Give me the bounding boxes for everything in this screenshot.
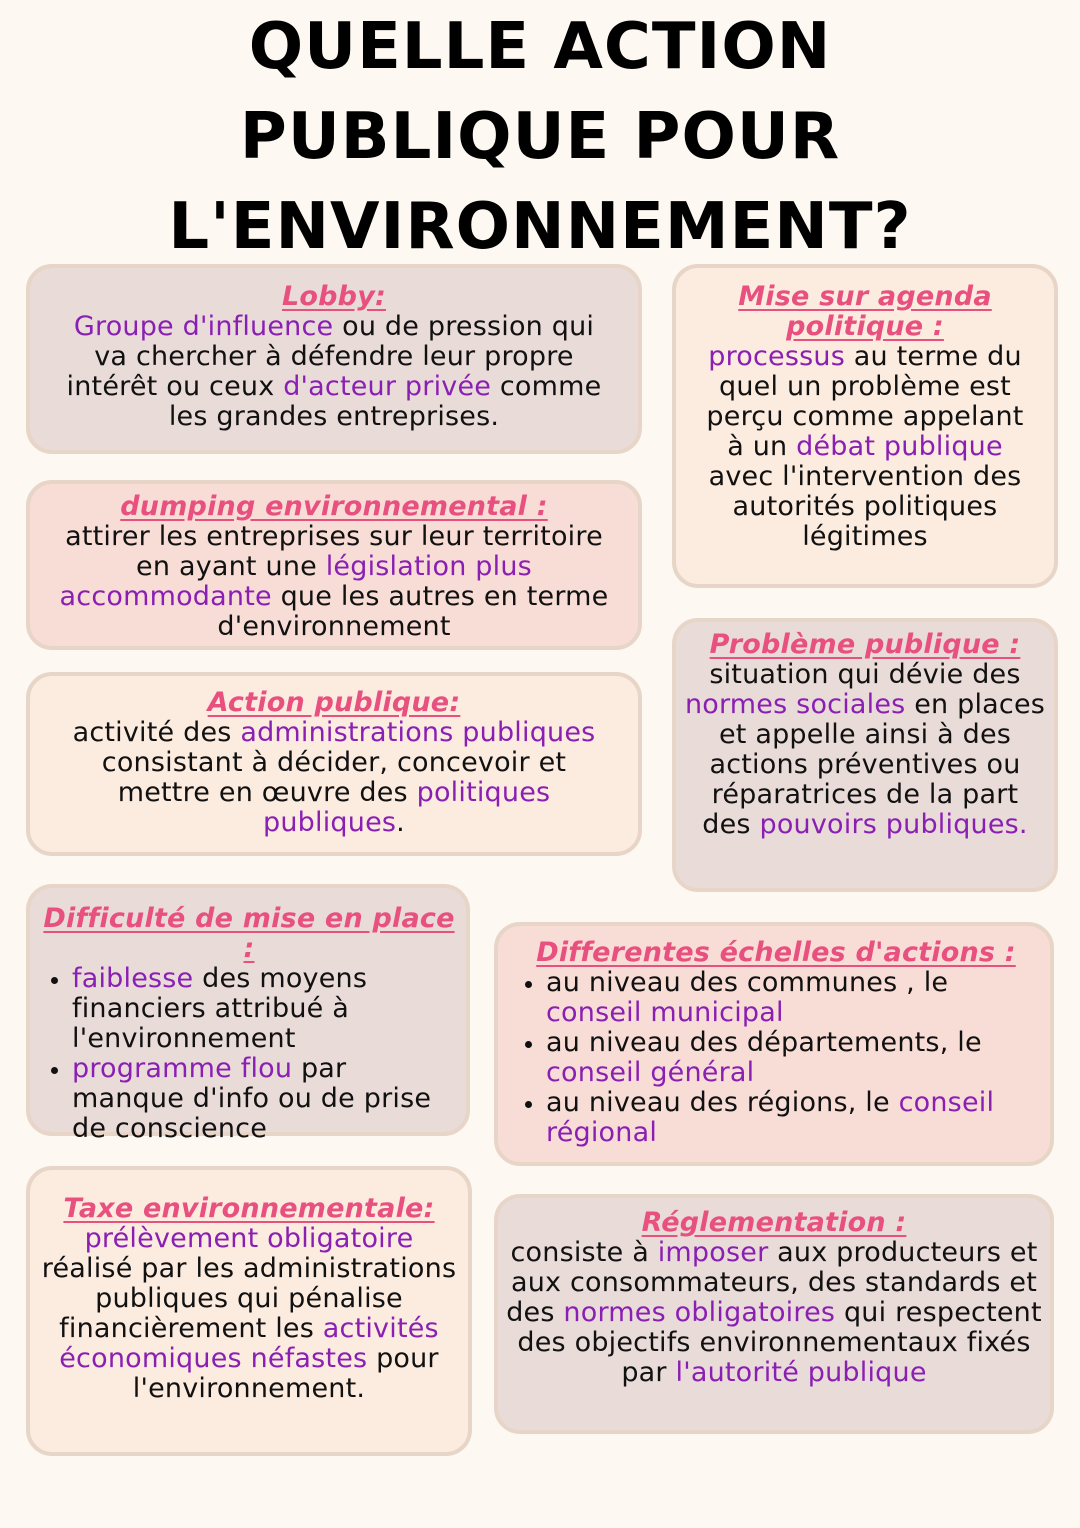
action-text-2: consistant à décider, concevoir et mettre en œuvre des <box>101 747 567 808</box>
list-item <box>72 1054 460 1144</box>
card-agenda <box>672 264 1058 588</box>
taxe-term: Taxe environnementale: <box>63 1193 435 1224</box>
lobby-highlight-2: d'acteur privée <box>283 371 492 402</box>
probleme-term: Problème publique : <box>709 629 1021 660</box>
lobby-term: Lobby: <box>281 281 386 312</box>
difficulte-item-1-text: des moyens financiers attribué à l'environnement <box>72 963 368 1054</box>
list-item <box>546 1028 1040 1088</box>
lobby-highlight-1: Groupe d'influence <box>73 311 334 342</box>
probleme-highlight-1: normes sociales <box>684 689 906 720</box>
card-taxe <box>26 1166 472 1456</box>
agenda-text-1: au terme du quel un problème est perçu comme appelant à un <box>706 341 1024 462</box>
taxe-highlight-2: activités économiques néfastes <box>59 1313 439 1374</box>
reglementation-text-3: qui respectent des objectifs environnementaux fixés par <box>517 1297 1042 1388</box>
echelles-item-3-highlight: conseil régional <box>546 1087 995 1148</box>
echelles-item-1-highlight: conseil municipal <box>546 997 784 1028</box>
echelles-item-2-text: au niveau des départements, le <box>546 1027 982 1058</box>
action-highlight-1: administrations publiques <box>240 717 596 748</box>
list-item <box>546 1088 1040 1148</box>
echelles-item-3-text: au niveau des régions, le <box>546 1087 899 1118</box>
card-difficulte <box>26 884 470 1144</box>
card-dumping <box>26 480 642 650</box>
taxe-text-1: réalisé par les administrations publiques qui pénalise financièrement les <box>41 1253 457 1344</box>
reglementation-text-2: aux producteurs et aux consommateurs, des standards et des <box>506 1237 1038 1328</box>
echelles-item-2-highlight: conseil général <box>546 1057 755 1088</box>
reglementation-text-1: consiste à <box>510 1237 658 1268</box>
difficulte-item-1-highlight: faiblesse <box>72 963 194 994</box>
dumping-term: dumping environnemental : <box>120 491 548 522</box>
title-line-3: L'ENVIRONNEMENT? <box>168 190 912 264</box>
agenda-text-2: avec l'intervention des autorités politiques légitimes <box>708 461 1022 552</box>
reglementation-term: Réglementation : <box>641 1207 907 1238</box>
difficulte-item-2-text: par manque d'info ou de prise de conscience <box>72 1053 432 1144</box>
probleme-text-1: situation qui dévie des <box>709 659 1021 690</box>
reglementation-highlight-2: normes obligatoires <box>563 1297 836 1328</box>
action-highlight-2: politiques publiques <box>263 777 551 838</box>
list-item <box>72 964 460 1054</box>
reglementation-highlight-3: l'autorité publique <box>675 1357 927 1388</box>
dumping-text-1: attirer les entreprises sur leur territoire en ayant une <box>65 521 603 582</box>
card-lobby <box>26 264 642 454</box>
difficulte-list <box>38 964 460 1144</box>
difficulte-term: Difficulté de mise en place : <box>43 903 455 964</box>
card-reglementation <box>494 1194 1054 1434</box>
dumping-text-2: que les autres en terme d'environnement <box>217 581 609 642</box>
echelles-term: Differentes échelles d'actions : <box>536 937 1016 968</box>
action-term: Action publique: <box>207 687 461 718</box>
card-probleme <box>672 618 1058 892</box>
taxe-highlight-1: prélèvement obligatoire <box>84 1223 414 1254</box>
card-echelles <box>494 922 1054 1166</box>
agenda-term: Mise sur agenda politique : <box>738 281 992 342</box>
echelles-list <box>512 968 1040 1148</box>
agenda-highlight-1: processus <box>708 341 845 372</box>
probleme-text-2: en places et appelle ainsi à des actions préventives ou réparatrices de la part des <box>702 689 1046 840</box>
action-text-1: activité des <box>72 717 241 748</box>
dumping-highlight-1: législation plus accommodante <box>59 551 532 612</box>
agenda-highlight-2: débat publique <box>796 431 1003 462</box>
echelles-item-1-text: au niveau des communes , le <box>546 967 949 998</box>
probleme-highlight-2: pouvoirs publiques. <box>759 809 1028 840</box>
title-line-1: QUELLE ACTION <box>248 10 832 84</box>
taxe-text-2: pour l'environnement. <box>132 1343 439 1404</box>
card-action <box>26 672 642 856</box>
difficulte-item-2-highlight: programme flou <box>72 1053 293 1084</box>
lobby-text-2: comme les grandes entreprises. <box>168 371 602 432</box>
title-line-2: PUBLIQUE POUR <box>239 100 841 174</box>
action-text-3: . <box>396 807 405 838</box>
reglementation-highlight-1: imposer <box>657 1237 769 1268</box>
lobby-text-1: ou de pression qui va chercher à défendre leur propre intérêt ou ceux <box>66 311 595 402</box>
list-item <box>546 968 1040 1028</box>
page-title <box>0 0 1080 272</box>
